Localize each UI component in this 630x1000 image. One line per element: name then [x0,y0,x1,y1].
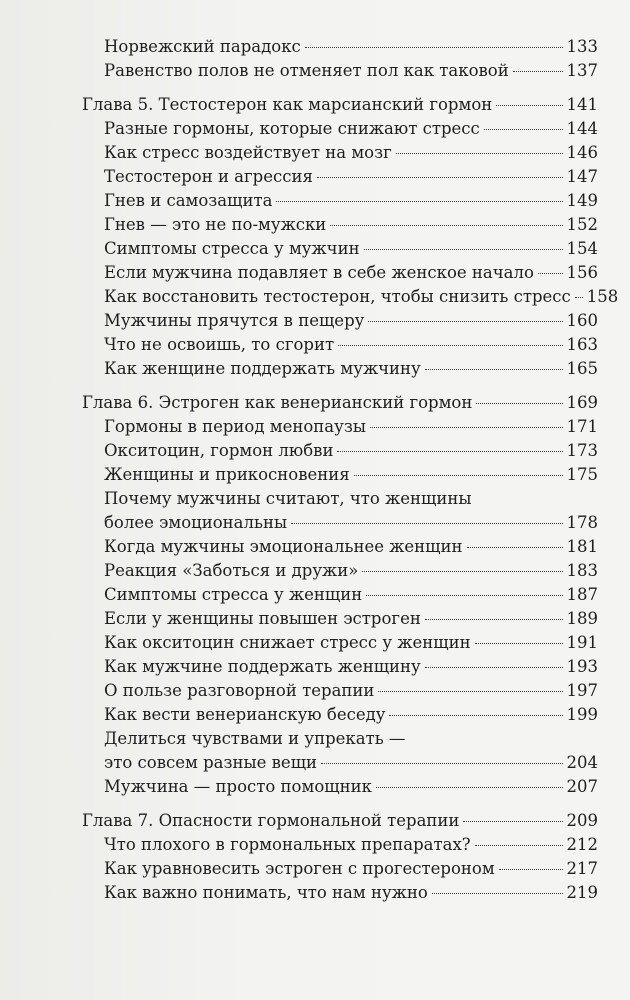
toc-entry: более эмоциональны 178 [104,513,598,532]
toc-entry: Симптомы стресса у женщин 187 [104,585,598,604]
dot-leader [354,475,563,476]
toc-entry: Если у женщины повышен эстроген 189 [104,609,598,628]
dot-leader [396,153,563,154]
dot-leader [425,369,563,370]
dot-leader [317,177,563,178]
toc-entry: Гнев и самозащита 149 [104,191,598,210]
toc-entry: Мужчина — просто помощник 207 [104,777,598,796]
dot-leader [467,547,563,548]
toc-entry: Женщины и прикосновения 175 [104,465,598,484]
dot-leader [513,71,563,72]
dot-leader [364,249,563,250]
dot-leader [366,595,562,596]
toc-chapter-5: Глава 5. Тестостерон как марсианский гормон 141 [82,95,598,114]
toc-entry: Симптомы стресса у мужчин 154 [104,239,598,258]
toc-entry: Как женщине поддержать мужчину 165 [104,359,598,378]
dot-leader [376,787,563,788]
toc-entry: Как восстановить тестостерон, чтобы снизить стресс 158 [104,287,619,306]
toc-entry: Как стресс воздействует на мозг 146 [104,143,598,162]
toc-entry: Как уравновесить эстроген с прогестероном 217 [104,859,598,878]
toc-entry: Гормоны в период менопаузы 171 [104,417,598,436]
toc-entry: Как важно понимать, что нам нужно 219 [104,883,598,902]
toc-entry: Равенство полов не отменяет пол как таковой 137 [104,61,598,80]
toc-entry: Когда мужчины эмоциональнее женщин 181 [104,537,598,556]
dot-leader [330,225,562,226]
dot-leader [499,869,563,870]
dot-leader [368,321,562,322]
dot-leader [362,571,562,572]
toc-entry: Что не освоишь, то сгорит 163 [104,335,598,354]
toc-entry: Мужчины прячутся в пещеру 160 [104,311,598,330]
dot-leader [378,691,562,692]
toc-entry: Как окситоцин снижает стресс у женщин 191 [104,633,598,652]
dot-leader [484,129,563,130]
dot-leader [338,345,562,346]
dot-leader [305,47,563,48]
toc-entry: Норвежский парадокс 133 [104,37,598,56]
toc-entry: это совсем разные вещи 204 [104,753,598,772]
dot-leader [425,619,563,620]
dot-leader [432,893,563,894]
dot-leader [575,297,583,298]
dot-leader [496,105,562,106]
toc-entry: Гнев — это не по-мужски 152 [104,215,598,234]
toc-entry: Что плохого в гормональных препаратах? 212 [104,835,598,854]
toc-entry: Тестостерон и агрессия 147 [104,167,598,186]
toc-chapter-7: Глава 7. Опасности гормональной терапии 209 [82,811,598,830]
toc-entry: Как вести венерианскую беседу 199 [104,705,598,724]
toc-entry: Как мужчине поддержать женщину 193 [104,657,598,676]
dot-leader [425,667,563,668]
toc-entry-line1: Почему мужчины считают, что женщины [104,489,472,508]
dot-leader [337,451,562,452]
dot-leader [291,523,562,524]
dot-leader [389,715,562,716]
toc-entry: Если мужчина подавляет в себе женское начало 156 [104,263,598,282]
dot-leader [475,845,563,846]
dot-leader [370,427,563,428]
dot-leader [476,403,562,404]
toc-entry: Разные гормоны, которые снижают стресс 144 [104,119,598,138]
dot-leader [538,273,563,274]
dot-leader [463,821,562,822]
toc-entry: Реакция «Заботься и дружи» 183 [104,561,598,580]
toc-chapter-6: Глава 6. Эстроген как венерианский гормон 169 [82,393,598,412]
toc-entry-line1: Делиться чувствами и упрекать — [104,729,406,748]
toc-entry: О пользе разговорной терапии 197 [104,681,598,700]
dot-leader [276,201,562,202]
toc-entry: Окситоцин, гормон любви 173 [104,441,598,460]
dot-leader [321,763,562,764]
dot-leader [475,643,563,644]
